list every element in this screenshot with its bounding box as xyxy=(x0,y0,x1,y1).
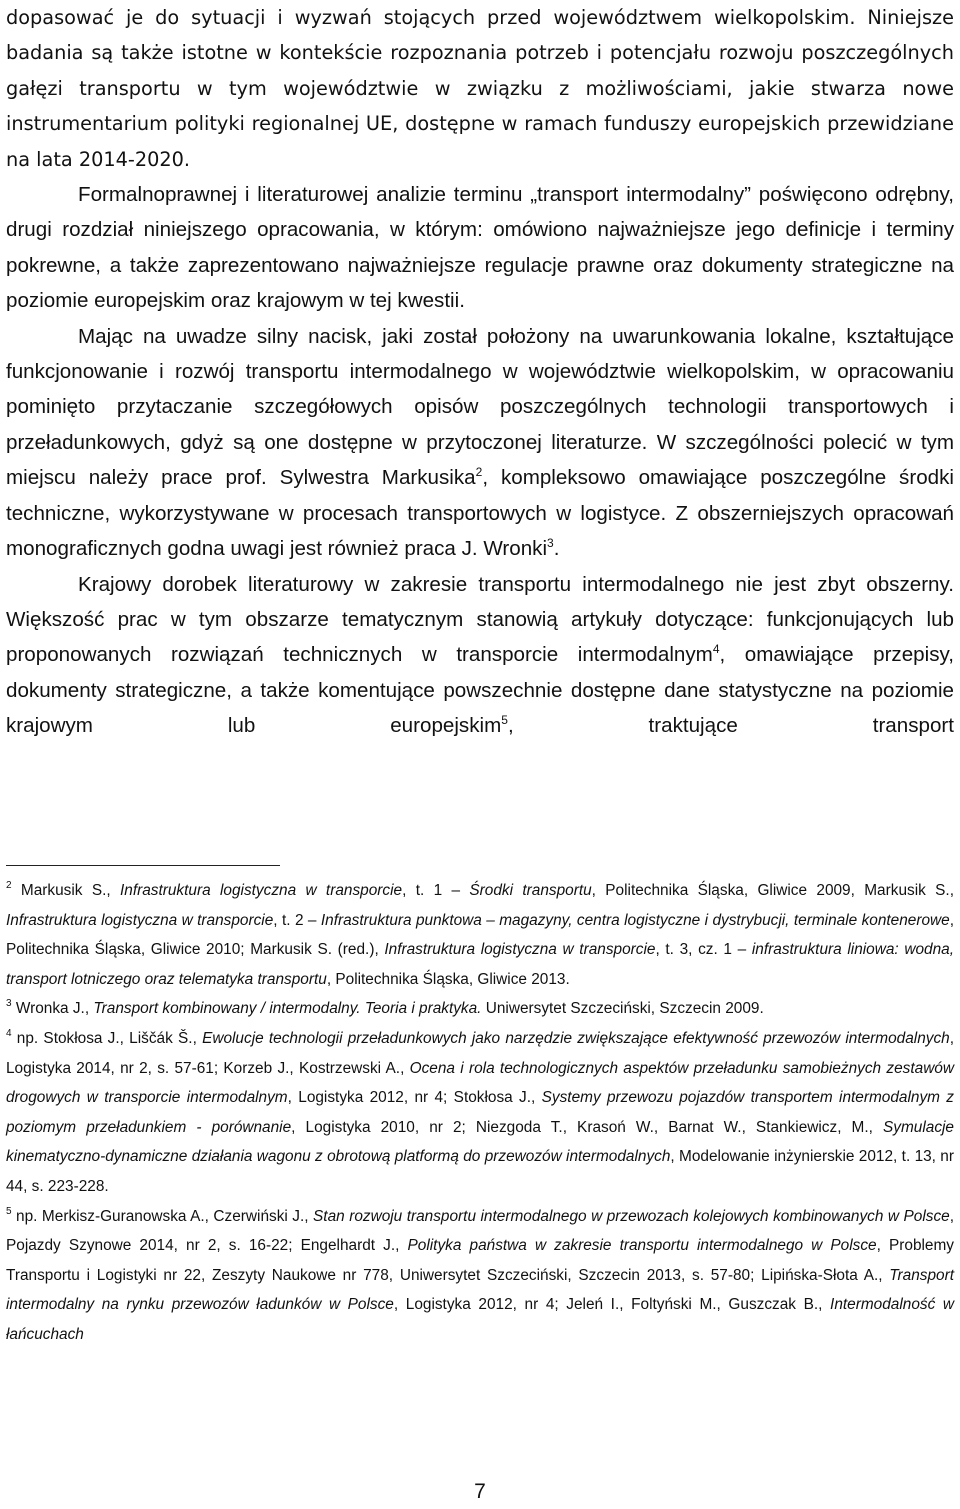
footnote-text: , Pojazdy Szynowe 2014, nr 2, s. 16-22; Engelhardt J., xyxy=(6,1207,954,1255)
paragraph-text: Mając na uwadze silny nacisk, jaki został położony na uwarunkowania lokalne, kształtujące funkcjonowanie i rozwój transportu intermodalnego w województwie wielkopolskim, w opracowaniu pominięto przytaczanie szczegółowych opisów poszczególnych technologii transportowych i przeładunkowych, gdyż są one dostępne w przytoczonej literaturze. W szczególności polecić w tym miejscu należy prace prof. Sylwestra Markusika xyxy=(6,324,954,490)
footnote-text: np. Stokłosa J., Liščák Š., xyxy=(11,1029,203,1047)
footnote-text: , Logistyka 2012, nr 4; Stokłosa J., xyxy=(287,1089,542,1107)
footnote-ref[interactable]: 4 xyxy=(712,642,720,657)
footnote-number: 3 xyxy=(6,998,12,1010)
footnote-text: , Politechnika Śląska, Gliwice 2009, Markusik S., xyxy=(591,882,954,899)
footnote-title: Środki transportu xyxy=(469,882,592,899)
footnote-3 xyxy=(6,994,954,1024)
footnote-ref[interactable]: 3 xyxy=(547,536,554,551)
footnote-number: 2 xyxy=(6,880,12,891)
footnote-text: , Logistyka 2014, nr 2, s. 57-61; Korzeb J., Kostrzewski A., xyxy=(6,1029,954,1077)
paragraph-local-conditions xyxy=(6,319,954,567)
footnote-title: Symulacje kinematyczno-dynamiczne działania wagonu z obrotową platformą do przewozów intermodalnych xyxy=(6,1118,954,1166)
footnote-text: np. Merkisz-Guranowska A., Czerwiński J., xyxy=(11,1207,314,1225)
footnote-text: , Problemy Transportu i Logistyki nr 22, Zeszyty Naukowe nr 778, Uniwersytet Szczeciński, Szczecin 2013, s. 57-80; Lipińska-Słota A., xyxy=(6,1237,954,1284)
page-number: 7 xyxy=(474,1480,486,1503)
footnote-text: , Modelowanie inżynierskie 2012, t. 13, nr 44, s. 223-228. xyxy=(6,1148,954,1195)
footnote-text: Markusik S., xyxy=(11,882,120,899)
footnote-title: Stan rozwoju transportu intermodalnego w przewozach kolejowych kombinowanych w Polsce xyxy=(313,1207,950,1225)
body-text xyxy=(6,0,954,744)
paragraph-intro: dopasować je do sytuacji i wyzwań stojących przed województwem wielkopolskim. Niniejsze badania są także istotne w kontekście rozpoznania potrzeb i potencjału rozwoju poszczególnych gałęzi transportu w tym województwie w związku z możliwościami, jakie stwarza nowe instrumentarium polityki regionalnej UE, dostępne w ramach funduszy europejskich przewidziane na lata 2014-2020. xyxy=(6,6,954,171)
footnote-title: Transport kombinowany / intermodalny. Teoria i praktyka. xyxy=(93,1000,482,1018)
footnote-text: , Politechnika Śląska, Gliwice 2010; Markusik S. (red.), xyxy=(6,911,954,959)
footnote-text: , Politechnika Śląska, Gliwice 2013. xyxy=(326,970,570,988)
footnote-title: Infrastruktura punktowa – magazyny, centra logistyczne i dystrybucji, terminale kontenerowe xyxy=(320,911,950,929)
footnote-title: Ewolucje technologii przeładunkowych jako narzędzie zwiększające efektywność przewozów intermodalnych xyxy=(202,1029,950,1047)
footnote-text: , t. 3, cz. 1 – xyxy=(655,941,752,959)
footnote-title: infrastruktura liniowa: wodna, transport lotniczego oraz telematyka transportu xyxy=(6,941,954,988)
paragraph-text: , kompleksowo omawiające poszczególne środki techniczne, wykorzystywane w procesach transportowych w logistyce. Z obszerniejszych opracowań monograficznych godna uwagi jest również praca J. Wronki xyxy=(6,466,954,561)
footnote-title: Intermodalność w łańcuchach xyxy=(6,1296,954,1343)
footnote-text: , Logistyka 2010, nr 2; Niezgoda T., Krasoń W., Barnat W., Stankiewicz, M., xyxy=(291,1118,883,1136)
paragraph-text: Krajowy dorobek literaturowy w zakresie transportu intermodalnego nie jest zbyt obszerny. Większość prac w tym obszarze tematycznym stanowią artykuły dotyczące: funkcjonujących lub proponowanych rozwiązań technicznych w transporcie intermodalnym xyxy=(6,572,954,667)
paragraph-text: . xyxy=(553,537,560,561)
paragraph-national-literature xyxy=(6,567,954,744)
footnote-text: , t. 2 – xyxy=(273,911,321,929)
footnote-text: Uniwersytet Szczeciński, Szczecin 2009. xyxy=(481,1000,764,1018)
footnote-text: Wronka J., xyxy=(11,1000,94,1018)
footnote-5 xyxy=(6,1202,954,1350)
footnote-divider xyxy=(6,865,280,866)
footnote-number: 5 xyxy=(6,1205,12,1217)
footnote-title: Infrastruktura logistyczna w transporcie xyxy=(6,911,274,929)
footnote-text: , Logistyka 2012, nr 4; Jeleń I., Foltyński M., Guszczak B., xyxy=(393,1296,831,1314)
paragraph-text: , traktujące transport xyxy=(507,714,954,738)
footnote-number: 4 xyxy=(6,1027,12,1039)
paragraph-formal-analysis: Formalnoprawnej i literaturowej analizie terminu „transport intermodalny” poświęcono odrębny, drugi rozdział niniejszego opracowania, w którym: omówiono najważniejsze jego definicje i terminy pokrewne, a także zaprezentowano najważniejsze regulacje prawne oraz dokumenty strategiczne na poziomie europejskim oraz krajowym w tej kwestii. xyxy=(6,183,954,313)
footnote-2 xyxy=(6,876,954,994)
footnote-title: Infrastruktura logistyczna w transporcie xyxy=(119,882,403,899)
footnote-ref[interactable]: 5 xyxy=(501,713,508,728)
footnote-title: Transport intermodalny na rynku przewozów ładunków w Polsce xyxy=(6,1266,954,1314)
footnote-title: Systemy przewozu pojazdów transportem intermodalnym z poziomym przeładunkiem - porównanie xyxy=(6,1089,954,1136)
footnote-ref[interactable]: 2 xyxy=(475,465,483,480)
paragraph-text: , omawiające przepisy, dokumenty strategiczne, a także komentujące powszechnie dostępne dane statystyczne na poziomie krajowym lub europejskim xyxy=(6,643,954,738)
footnote-4 xyxy=(6,1024,954,1202)
footnotes xyxy=(6,876,954,1350)
footnote-title: Infrastruktura logistyczna w transporcie xyxy=(384,941,656,959)
footnote-text: , t. 1 – xyxy=(402,882,470,899)
footnote-title: Polityka państwa w zakresie transportu intermodalnego w Polsce xyxy=(407,1237,877,1255)
footnote-title: Ocena i rola technologicznych aspektów przeładunku samobieżnych zestawów drogowych w transporcie intermodalnym xyxy=(6,1059,954,1107)
